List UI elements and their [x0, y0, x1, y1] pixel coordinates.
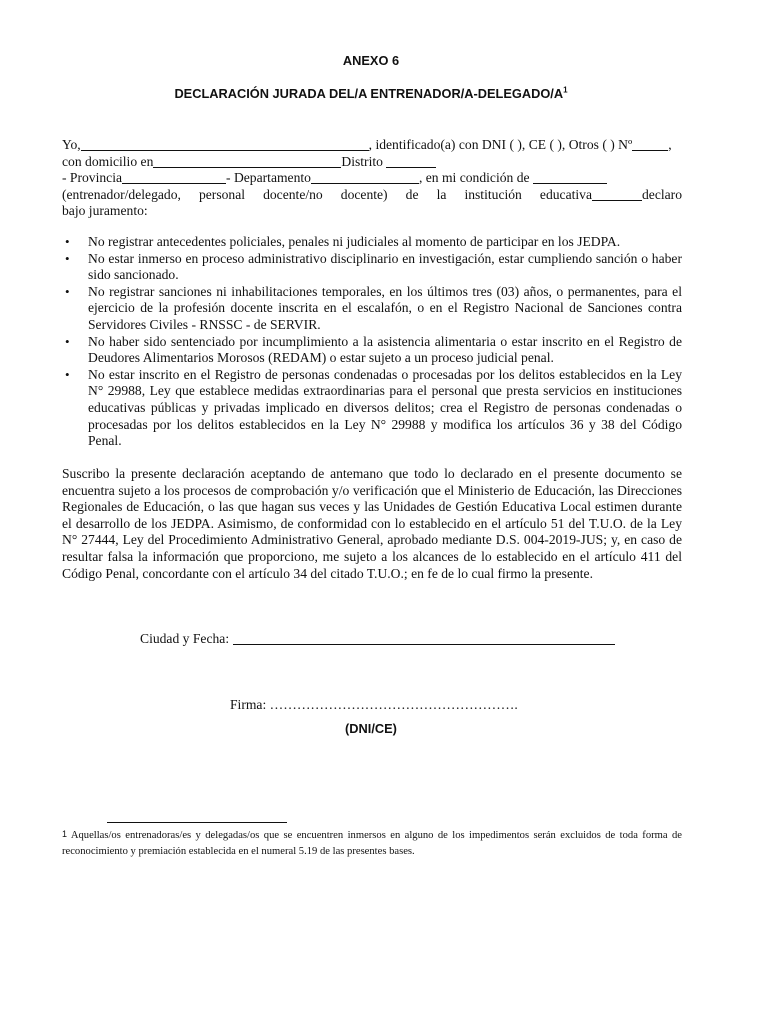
- city-date-line: [140, 631, 615, 648]
- form-line-3: [62, 170, 682, 187]
- list-item: • No registrar antecedentes policiales, penales ni judiciales al momento de participar en los JEDPA.: [62, 234, 682, 251]
- dni-ce-label: (DNI/CE): [345, 721, 397, 736]
- city-date-label: Ciudad y Fecha:: [140, 631, 230, 646]
- city-date-blank[interactable]: [233, 631, 615, 645]
- footnote-marker: 1: [62, 829, 68, 839]
- footnote-separator: [107, 822, 287, 823]
- condition-blank[interactable]: [533, 170, 607, 184]
- province-blank[interactable]: [122, 170, 226, 184]
- label-yo: Yo,: [62, 137, 81, 152]
- form-line-1: [62, 137, 682, 154]
- declarant-form: [62, 137, 682, 220]
- signature-line[interactable]: Firma: ……………………………………………….: [230, 697, 518, 712]
- label-domicilio: con domicilio en: [62, 153, 154, 169]
- impediments-list: [62, 234, 682, 450]
- declaration-title-text: DECLARACIÓN JURADA DEL/A ENTRENADOR/A-DELEGADO/A: [174, 86, 564, 101]
- annex-title: ANEXO 6: [342, 53, 400, 68]
- declaration-title: [62, 86, 680, 103]
- label-identificado: , identificado(a) con DNI ( ), CE ( ), Otros ( ) Nº: [368, 137, 633, 152]
- list-item: • No estar inscrito en el Registro de personas condenadas o procesadas por los delitos establecidos en la Ley N° 29988, Ley que establece medidas extraordinarias para el personal que presta servicios en instituciones educativas públicas y privadas implicado en diversos delitos; crea el Registro de personas condenadas o procesadas por los delitos establecidos en la Ley N° 29988 y modifica los artículos 36 y 38 del Código Penal.: [62, 367, 682, 450]
- form-line-5: bajo juramento:: [62, 203, 148, 219]
- footnote: [62, 826, 682, 860]
- name-blank[interactable]: [81, 137, 369, 151]
- label-comma: ,: [668, 137, 672, 152]
- form-line-4: [62, 187, 682, 204]
- footnote-ref: 1: [563, 85, 568, 95]
- list-item: • No registrar sanciones ni inhabilitaciones temporales, en los últimos tres (03) años, o permanentes, para el ejercicio de la profesión docente inscrita en el escalafón, o en el Registro Nacional de Sanciones contra Servidores Civiles - RNSSC - de SERVIR.: [62, 284, 682, 334]
- label-condicion: , en mi condición de: [418, 170, 530, 186]
- label-declaro: declaro: [642, 186, 682, 202]
- label-distrito: Distrito: [341, 153, 383, 169]
- label-roles: (entrenador/delegado, personal docente/no docente) de la institución educativa: [62, 186, 592, 202]
- list-item: • No haber sido sentenciado por incumplimiento a la asistencia alimentaria o estar inscrito en el Registro de Deudores Alimentarios Morosos (REDAM) o estar sujeto a un proceso judicial penal.: [62, 334, 682, 367]
- label-departamento: - Departamento: [226, 170, 311, 186]
- institution-blank[interactable]: [592, 187, 642, 201]
- doc-number-blank[interactable]: [632, 137, 668, 151]
- form-line-2: [62, 154, 682, 171]
- address-blank[interactable]: [153, 154, 341, 168]
- footnote-text: Aquellas/os entrenadoras/es y delegadas/os que se encuentren inmersos en alguno de los impedimentos serán excluidos de toda forma de reconocimiento y premiación establecida en el numeral 5.19 de las presentes bases.: [62, 830, 682, 857]
- list-item: • No estar inmerso en proceso administrativo disciplinario en investigación, estar cumpliendo sanción o haber sido sancionado.: [62, 251, 682, 284]
- district-blank[interactable]: [386, 154, 436, 168]
- department-blank[interactable]: [311, 170, 419, 184]
- declaration-paragraph: Suscribo la presente declaración aceptando de antemano que todo lo declarado en el presente documento se encuentra sujeto a los procesos de comprobación y/o verificación que el Ministerio de Educación, las Direcciones Regionales de Educación, o las que hagan sus veces y las Unidades de Gestión Educativa Local estimen durante el desarrollo de los JEDPA. Asimismo, de conformidad con lo establecido en el artículo 51 del T.U.O. de la Ley N° 27444, Ley del Procedimiento Administrativo General, aprobado mediante D.S. 004-2019-JUS; y, en caso de resultar falsa la información que proporciono, me sujeto a los alcances de lo establecido en el artículo 411 del Código Penal, concordante con el artículo 34 del citado T.U.O.; en fe de lo cual firmo la presente.: [62, 466, 682, 581]
- label-provincia: - Provincia: [62, 170, 123, 186]
